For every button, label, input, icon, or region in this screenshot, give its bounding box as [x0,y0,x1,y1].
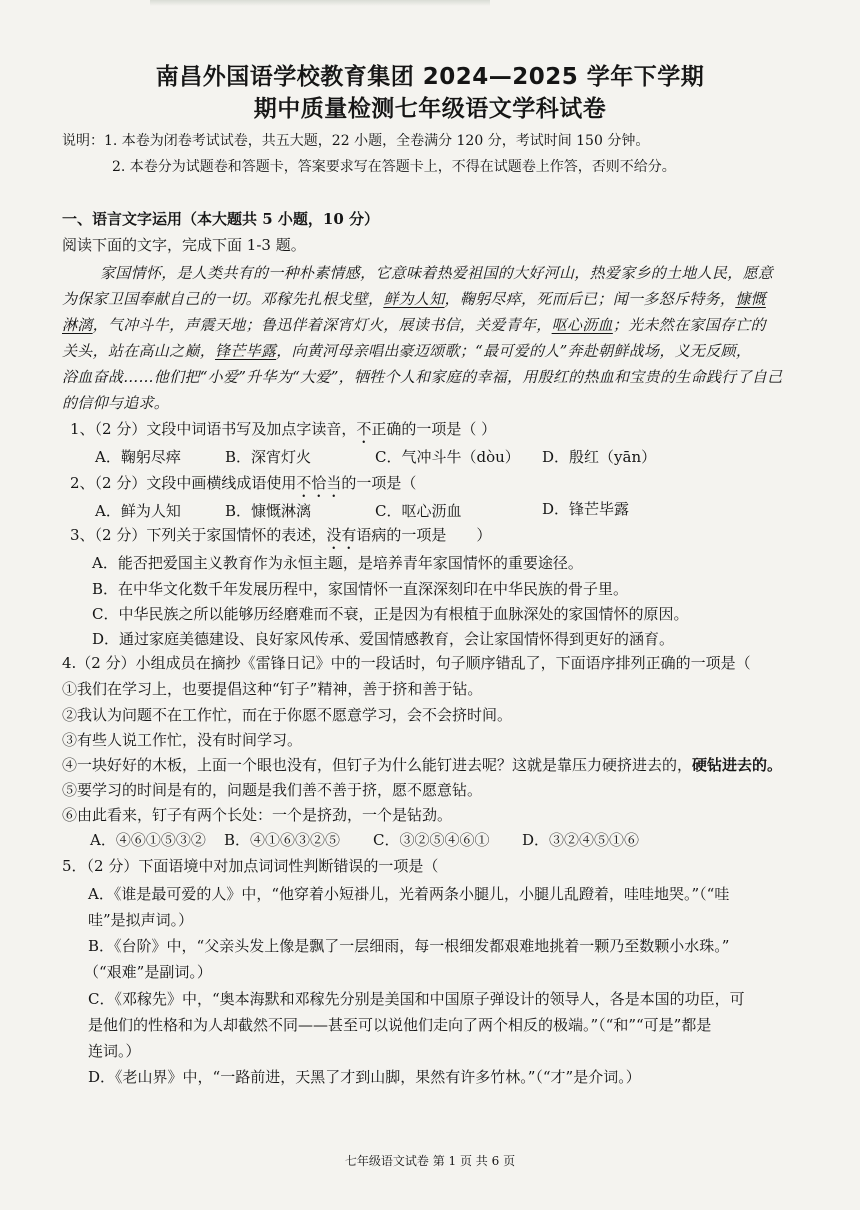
q2-option-a: A．鲜为人知 [95,502,181,520]
q4-sentence-2: ②我认为问题不在工作忙，而在于你愿不愿意学习，会不会挤时间。 [62,706,513,724]
q3-option-a: A．能否把爱国主义教育作为永恒主题，是培养青年家国情怀的重要途径。 [92,554,583,572]
question-3-stem: 3、（2 分）下列关于家国情怀的表述，没有语病的一项是 ） [70,526,492,544]
q1-option-b: B．深宵灯火 [225,448,312,466]
q4-option-d: D．③②④⑤①⑥ [522,831,640,849]
passage-line: 为保家卫国奉献自己的一切。邓稼先扎根戈壁，鲜为人知，鞠躬尽瘁，死而后已；闻一多怒斥特务，慷慨 [62,290,766,308]
question-1-stem: 1、（2 分）文段中词语书写及加点字读音，不正确的一项是（ ） [70,420,497,438]
q5-option-c-cont2: 连词。） [88,1042,141,1060]
passage-line: 的信仰与追求。 [62,394,170,412]
reading-instruction: 阅读下面的文字，完成下面 1-3 题。 [62,236,306,254]
q2-option-d: D．锋芒毕露 [542,500,630,518]
q1-option-d: D．殷红（yān） [542,448,657,466]
page-footer: 七年级语文试卷 第 1 页 共 6 页 [344,1154,516,1168]
instructions-note-2: 2. 本卷分为试题卷和答题卡，答案要求写在答题卡上，不得在试题卷上作答，否则不给分。 [112,159,676,175]
idiom-underlined: 鲜为人知 [383,290,445,308]
q5-option-c: C．《邓稼先》中，“奥本海默和邓稼先分别是美国和中国原子弹设计的领导人，各是本国的功臣，可 [88,990,745,1008]
question-5-stem: 5．（2 分）下面语境中对加点词词性判断错误的一项是（ [62,857,439,875]
q5-option-a-cont: 哇”是拟声词。） [88,911,194,929]
q4-option-b: B．④①⑥③②⑤ [224,831,341,849]
question-2-stem: 2、（2 分）文段中画横线成语使用不恰当的一项是（ [70,474,417,492]
passage-line: 关头，站在高山之巅，锋芒毕露，向黄河母亲唱出豪迈颂歌；“最可爱的人”奔赴朝鲜战场，义无反顾， [62,342,752,360]
passage-line: 家国情怀，是人类共有的一种朴素情感，它意味着热爱祖国的大好河山，热爱家乡的土地人民，愿意 [100,264,774,282]
idiom-underlined: 呕心沥血 [551,316,613,334]
idiom-underlined: 淋漓 [62,316,93,334]
exam-title-line1: 南昌外国语学校教育集团 2024—2025 学年下学期 [155,64,705,90]
q5-option-d: D．《老山界》中，“一路前进，天黑了才到山脚，果然有许多竹林。”（“才”是介词。） [88,1068,641,1086]
q4-option-c: C．③②⑤④⑥① [373,831,490,849]
q3-option-c: C．中华民族之所以能够历经磨难而不衰，正是因为有根植于血脉深处的家国情怀的原因。 [92,605,689,623]
passage-line: 淋漓，气冲斗牛，声震天地；鲁迅伴着深宵灯火，展读书信，关爱青年，呕心沥血；光未然在家国存亡的 [62,316,766,334]
scan-shadow [150,0,490,6]
q2-option-c: C．呕心沥血 [375,502,462,520]
q4-sentence-3: ③有些人说工作忙，没有时间学习。 [62,731,303,749]
q4-sentence-5: ⑤要学习的时间是有的，问题是我们善不善于挤，愿不愿意钻。 [62,781,483,799]
q1-option-c: C．气冲斗牛（dòu） [375,448,520,466]
q5-option-a: A．《谁是最可爱的人》中，“他穿着小短褂儿，光着两条小腿儿，小腿儿乱蹬着，哇哇地哭。”（“哇 [88,885,730,903]
q4-sentence-6: ⑥由此看来，钉子有两个长处：一个是挤劲，一个是钻劲。 [62,806,453,824]
q4-sentence-1: ①我们在学习上，也要提倡这种“钉子”精神，善于挤和善于钻。 [62,680,483,698]
q5-option-c-cont: 是他们的性格和为人却截然不同——甚至可以说他们走向了两个相反的极端。”（“和”“可是”都是 [88,1016,712,1034]
exam-title-line2: 期中质量检测七年级语文学科试卷 [253,96,607,122]
passage-line: 浴血奋战……他们把“小爱”升华为“大爱”，牺牲个人和家庭的幸福，用殷红的热血和宝贵的生命践行了自己 [62,368,783,386]
q2-option-b: B．慷慨淋漓 [225,502,312,520]
q5-option-b: B．《台阶》中，“父亲头发上像是飘了一层细雨，每一根细发都艰难地挑着一颗乃至数颗小水珠。” [88,937,730,955]
q4-option-a: A．④⑥①⑤③② [90,831,206,849]
question-4-stem: 4.（2 分）小组成员在摘抄《雷锋日记》中的一段话时，句子顺序错乱了，下面语序排列正确的一项是（ [62,654,751,672]
q5-option-b-cont: （“艰难”是副词。） [84,963,212,981]
q4-sentence-4: ④一块好好的木板，上面一个眼也没有，但钉子为什么能钉进去呢？这就是靠压力硬挤进去的，硬钻进去的。 [62,756,783,774]
q3-option-b: B．在中华文化数千年发展历程中，家国情怀一直深深刻印在中华民族的骨子里。 [92,580,629,598]
idiom-underlined: 锋芒毕露 [215,342,277,360]
q3-option-d: D．通过家庭美德建设、良好家风传承、爱国情感教育，会让家国情怀得到更好的涵育。 [92,630,675,648]
instructions-note-1: 说明：1. 本卷为闭卷考试试卷，共五大题，22 小题，全卷满分 120 分，考试时间 150 分钟。 [62,133,650,149]
idiom-underlined: 慷慨 [735,290,766,308]
section-1-heading: 一、语言文字运用（本大题共 5 小题，10 分） [62,210,379,228]
q1-option-a: A．鞠躬尽瘁 [95,448,181,466]
